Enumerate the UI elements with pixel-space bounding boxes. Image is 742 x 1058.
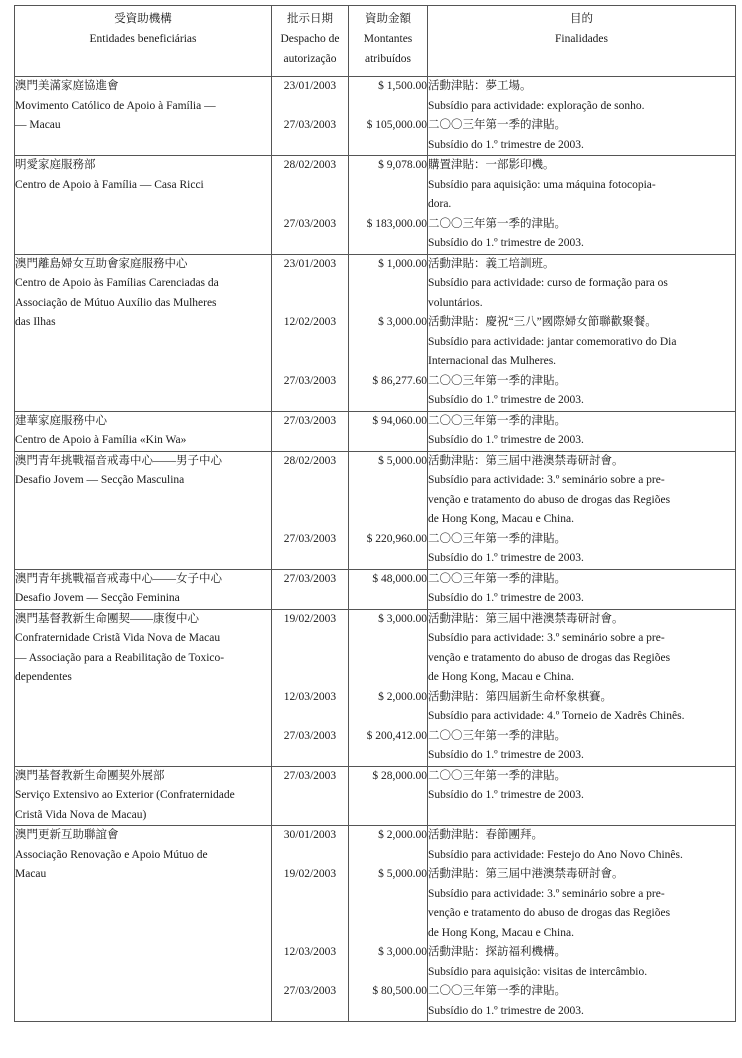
date-value: 27/03/2003 <box>283 985 337 997</box>
purpose-line: 活動津貼：第三屆中港澳禁毒研討會。 <box>428 612 624 625</box>
entity-line: Desafio Jovem — Secção Masculina <box>15 474 185 486</box>
purpose-line: Subsídio do 1.º trimestre de 2003. <box>428 237 584 249</box>
date-value: 27/03/2003 <box>283 572 337 585</box>
line-spacer <box>349 707 427 727</box>
purpose-line: Subsídio para aquisição: uma máquina fotocopia- <box>428 178 656 191</box>
entity-line: 澳門離島婦女互助會家庭服務中心 <box>15 257 188 270</box>
entity-line: Movimento Católico de Apoio à Família — <box>15 99 216 112</box>
line-spacer <box>349 963 427 983</box>
purpose-line: Subsídio do 1.º trimestre de 2003. <box>428 138 584 151</box>
amount-cell <box>349 609 428 766</box>
line-spacer <box>272 471 348 491</box>
amount-value: $ 2,000.00 <box>378 690 427 703</box>
line-spacer <box>272 707 348 727</box>
header-date-pt1: Despacho de <box>280 33 340 45</box>
purpose-line: 二〇〇三年第一季的津貼。 <box>428 572 566 585</box>
amount-value: $ 5,000.00 <box>378 868 427 880</box>
purpose-line: Subsídio para actividade: 3.º seminário sobre a pre- <box>428 474 665 486</box>
amount-value: $ 3,000.00 <box>378 316 427 328</box>
purpose-cell <box>428 451 736 569</box>
purpose-line: 二〇〇三年第一季的津貼。 <box>428 414 566 427</box>
line-spacer <box>272 963 348 983</box>
purpose-line: 活動津貼：夢工場。 <box>428 80 532 92</box>
purpose-line: de Hong Kong, Macau e China. <box>428 926 574 939</box>
amount-value: $ 28,000.00 <box>372 769 427 782</box>
header-amount-zh: 資助金額 <box>365 13 411 25</box>
entity-line: Cristã Vida Nova de Macau) <box>15 808 147 821</box>
amount-value: $ 86,277.60 <box>372 374 427 387</box>
line-spacer <box>349 431 427 451</box>
table-row <box>15 569 736 609</box>
purpose-line: venção e tratamento do abuso de drogas das Regiões <box>428 651 671 664</box>
purpose-line: 活動津貼：春節團拜。 <box>428 829 543 841</box>
purpose-line: 二〇〇三年第一季的津貼。 <box>428 374 566 387</box>
entity-cell <box>15 766 272 826</box>
table-row <box>15 254 736 411</box>
entity-cell <box>15 156 272 255</box>
line-spacer <box>349 333 427 353</box>
purpose-cell <box>428 254 736 411</box>
purpose-cell <box>428 77 736 156</box>
line-spacer <box>349 391 427 411</box>
purpose-line: Internacional das Mulheres. <box>428 355 557 367</box>
amount-value: $ 3,000.00 <box>378 612 427 625</box>
amount-value: $ 105,000.00 <box>366 119 427 131</box>
purpose-line: venção e tratamento do abuso de drogas das Regiões <box>428 907 671 919</box>
date-value: 27/03/2003 <box>283 532 337 545</box>
line-spacer <box>272 391 348 411</box>
amount-value: $ 220,960.00 <box>366 532 427 545</box>
entity-line: Centro de Apoio às Famílias Carenciadas da <box>15 277 219 289</box>
line-spacer <box>272 333 348 353</box>
date-value: 12/03/2003 <box>283 690 337 703</box>
date-value: 27/03/2003 <box>283 374 337 387</box>
line-spacer <box>349 510 427 530</box>
amount-cell <box>349 156 428 255</box>
line-spacer <box>272 176 348 196</box>
line-spacer <box>272 234 348 254</box>
purpose-line: 購置津貼：一部影印機。 <box>428 159 555 171</box>
line-spacer <box>272 924 348 944</box>
entity-line: das Ilhas <box>15 316 56 328</box>
purpose-line: Subsídio para actividade: jantar comemorativo do Dia <box>428 335 677 348</box>
table-row <box>15 411 736 451</box>
purpose-line: Subsídio do 1.º trimestre de 2003. <box>428 592 584 604</box>
entity-cell <box>15 254 272 411</box>
line-spacer <box>349 294 427 314</box>
amount-cell <box>349 569 428 609</box>
purpose-line: 活動津貼：第四屆新生命杯象棋賽。 <box>428 690 612 703</box>
purpose-line: Subsídio do 1.º trimestre de 2003. <box>428 552 584 564</box>
header-entity <box>15 6 272 77</box>
line-spacer <box>349 746 427 766</box>
entity-line: Centro de Apoio à Família «Kin Wa» <box>15 434 187 446</box>
date-value: 27/03/2003 <box>283 217 337 230</box>
amount-cell <box>349 411 428 451</box>
date-cell <box>272 77 349 156</box>
purpose-line: voluntários. <box>428 296 483 309</box>
table-row <box>15 156 736 255</box>
line-spacer <box>349 234 427 254</box>
line-spacer <box>349 846 427 866</box>
date-value: 30/01/2003 <box>283 829 337 841</box>
entity-line: 澳門青年挑戰福音戒毒中心——男子中心 <box>15 454 222 467</box>
line-spacer <box>349 274 427 294</box>
entity-line: Desafio Jovem — Secção Feminina <box>15 592 180 604</box>
header-date <box>272 6 349 77</box>
line-spacer <box>349 549 427 569</box>
date-value: 28/02/2003 <box>283 159 337 171</box>
line-spacer <box>272 589 348 609</box>
grants-table <box>14 5 736 1022</box>
entity-line: Associação Renovação e Apoio Mútuo de <box>15 848 208 861</box>
purpose-line: Subsídio do 1.º trimestre de 2003. <box>428 1004 584 1017</box>
line-spacer <box>272 885 348 905</box>
purpose-line: 活動津貼：慶祝“三八”國際婦女節聯歡聚餐。 <box>428 316 657 328</box>
amount-value: $ 5,000.00 <box>378 454 427 467</box>
header-purpose <box>428 6 736 77</box>
date-value: 12/02/2003 <box>283 316 337 328</box>
purpose-line: dora. <box>428 198 452 210</box>
line-spacer <box>349 97 427 117</box>
date-cell <box>272 569 349 609</box>
purpose-line: Subsídio do 1.º trimestre de 2003. <box>428 434 584 446</box>
line-spacer <box>272 904 348 924</box>
amount-value: $ 3,000.00 <box>378 946 427 958</box>
date-cell <box>272 826 349 1022</box>
line-spacer <box>349 786 427 806</box>
purpose-line: Subsídio para actividade: 4.º Torneio de Xadrês Chinês. <box>428 710 685 722</box>
table-row <box>15 826 736 1022</box>
line-spacer <box>349 491 427 511</box>
line-spacer <box>349 904 427 924</box>
purpose-line: Subsídio para actividade: exploração de sonho. <box>428 99 645 112</box>
line-spacer <box>349 195 427 215</box>
entity-cell <box>15 451 272 569</box>
entity-line: Associação de Mútuo Auxílio das Mulheres <box>15 296 217 309</box>
amount-cell <box>349 451 428 569</box>
amount-cell <box>349 826 428 1022</box>
purpose-line: Subsídio para actividade: curso de formação para os <box>428 277 668 289</box>
date-value: 28/02/2003 <box>283 454 337 467</box>
line-spacer <box>349 136 427 156</box>
date-cell <box>272 411 349 451</box>
entity-line: 明愛家庭服務部 <box>15 159 96 171</box>
amount-value: $ 2,000.00 <box>378 829 427 841</box>
date-cell <box>272 451 349 569</box>
amount-value: $ 1,000.00 <box>378 257 427 270</box>
purpose-cell <box>428 156 736 255</box>
header-date-zh: 批示日期 <box>287 13 333 25</box>
purpose-line: 活動津貼：探訪福利機構。 <box>428 946 566 958</box>
line-spacer <box>272 195 348 215</box>
entity-line: 澳門美滿家庭協進會 <box>15 80 119 92</box>
amount-value: $ 1,500.00 <box>378 80 427 92</box>
line-spacer <box>272 352 348 372</box>
date-value: 19/02/2003 <box>283 868 337 880</box>
amount-cell <box>349 77 428 156</box>
amount-value: $ 48,000.00 <box>372 572 427 585</box>
entity-line: — Associação para a Reabilitação de Toxico- <box>15 651 225 664</box>
line-spacer <box>349 649 427 669</box>
line-spacer <box>272 510 348 530</box>
entity-line: — Macau <box>15 119 61 131</box>
entity-cell <box>15 569 272 609</box>
line-spacer <box>272 786 348 806</box>
line-spacer <box>272 1002 348 1022</box>
purpose-line: 二〇〇三年第一季的津貼。 <box>428 769 566 782</box>
entity-line: 建華家庭服務中心 <box>15 414 107 427</box>
header-amount <box>349 6 428 77</box>
grants-body <box>15 77 736 1022</box>
date-cell <box>272 609 349 766</box>
line-spacer <box>272 97 348 117</box>
table-row <box>15 609 736 766</box>
purpose-cell <box>428 569 736 609</box>
line-spacer <box>349 471 427 491</box>
line-spacer <box>349 924 427 944</box>
date-value: 19/02/2003 <box>283 612 337 625</box>
entity-line: 澳門基督教新生命團契外展部 <box>15 769 165 782</box>
line-spacer <box>272 649 348 669</box>
date-value: 27/03/2003 <box>283 729 337 742</box>
entity-line: Centro de Apoio à Família — Casa Ricci <box>15 178 204 191</box>
line-spacer <box>349 176 427 196</box>
date-value: 27/03/2003 <box>283 414 337 427</box>
purpose-line: de Hong Kong, Macau e China. <box>428 671 574 683</box>
date-value: 23/01/2003 <box>283 80 337 92</box>
date-cell <box>272 156 349 255</box>
header-date-pt2: autorização <box>283 53 337 65</box>
purpose-cell <box>428 411 736 451</box>
date-value: 27/03/2003 <box>283 769 337 782</box>
amount-value: $ 80,500.00 <box>372 985 427 997</box>
line-spacer <box>272 491 348 511</box>
entity-line: Confraternidade Cristã Vida Nova de Macau <box>15 632 221 644</box>
purpose-line: 活動津貼：第三屆中港澳禁毒研討會。 <box>428 868 624 880</box>
amount-value: $ 200,412.00 <box>366 729 427 742</box>
date-value: 27/03/2003 <box>283 119 337 131</box>
purpose-cell <box>428 766 736 826</box>
table-row <box>15 766 736 826</box>
header-row <box>15 6 736 77</box>
entity-line: 澳門青年挑戰福音戒毒中心——女子中心 <box>15 572 222 585</box>
line-spacer <box>272 629 348 649</box>
header-purpose-pt: Finalidades <box>554 33 609 45</box>
purpose-line: 二〇〇三年第一季的津貼。 <box>428 119 566 131</box>
entity-line: dependentes <box>15 671 72 683</box>
header-purpose-zh: 目的 <box>570 13 593 25</box>
amount-value: $ 94,060.00 <box>372 414 427 427</box>
purpose-line: Subsídio do 1.º trimestre de 2003. <box>428 749 584 761</box>
entity-cell <box>15 77 272 156</box>
entity-line: Serviço Extensivo ao Exterior (Confraternidade <box>15 789 235 801</box>
header-amount-pt1: Montantes <box>363 33 413 45</box>
purpose-line: Subsídio para actividade: 3.º seminário sobre a pre- <box>428 632 665 644</box>
entity-cell <box>15 411 272 451</box>
purpose-line: 活動津貼：第三屆中港澳禁毒研討會。 <box>428 454 624 467</box>
amount-cell <box>349 254 428 411</box>
line-spacer <box>349 1002 427 1022</box>
date-value: 23/01/2003 <box>283 257 337 270</box>
purpose-line: 活動津貼：義工培訓班。 <box>428 257 555 270</box>
line-spacer <box>272 431 348 451</box>
purpose-line: Subsídio para aquisição: visitas de intercâmbio. <box>428 965 648 978</box>
entity-cell <box>15 609 272 766</box>
amount-cell <box>349 766 428 826</box>
purpose-line: Subsídio para actividade: 3.º seminário sobre a pre- <box>428 887 665 900</box>
line-spacer <box>349 668 427 688</box>
purpose-line: Subsídio do 1.º trimestre de 2003. <box>428 394 584 406</box>
table-row <box>15 77 736 156</box>
line-spacer <box>272 274 348 294</box>
line-spacer <box>349 629 427 649</box>
purpose-line: Subsídio para actividade: Festejo do Ano Novo Chinês. <box>428 848 683 861</box>
line-spacer <box>349 885 427 905</box>
purpose-line: 二〇〇三年第一季的津貼。 <box>428 217 566 230</box>
purpose-line: de Hong Kong, Macau e China. <box>428 513 574 525</box>
line-spacer <box>272 668 348 688</box>
line-spacer <box>272 846 348 866</box>
table-row <box>15 451 736 569</box>
entity-cell <box>15 826 272 1022</box>
header-entity-pt: Entidades beneficiárias <box>89 33 197 45</box>
purpose-cell <box>428 826 736 1022</box>
amount-value: $ 183,000.00 <box>366 217 427 230</box>
line-spacer <box>272 746 348 766</box>
line-spacer <box>349 352 427 372</box>
header-amount-pt2: atribuídos <box>365 53 411 65</box>
amount-value: $ 9,078.00 <box>378 159 427 171</box>
entity-line: 澳門基督教新生命團契——康復中心 <box>15 612 199 625</box>
line-spacer <box>272 549 348 569</box>
header-entity-zh: 受資助機構 <box>114 13 172 25</box>
line-spacer <box>349 589 427 609</box>
purpose-cell <box>428 609 736 766</box>
entity-line: Macau <box>15 868 47 880</box>
entity-line: 澳門更新互助聯誼會 <box>15 829 119 841</box>
date-value: 12/03/2003 <box>283 946 337 958</box>
line-spacer <box>272 136 348 156</box>
purpose-line: Subsídio do 1.º trimestre de 2003. <box>428 789 584 801</box>
purpose-line: 二〇〇三年第一季的津貼。 <box>428 985 566 997</box>
date-cell <box>272 766 349 826</box>
purpose-line: 二〇〇三年第一季的津貼。 <box>428 532 566 545</box>
line-spacer <box>272 294 348 314</box>
purpose-line: 二〇〇三年第一季的津貼。 <box>428 729 566 742</box>
purpose-line: venção e tratamento do abuso de drogas das Regiões <box>428 493 671 506</box>
date-cell <box>272 254 349 411</box>
